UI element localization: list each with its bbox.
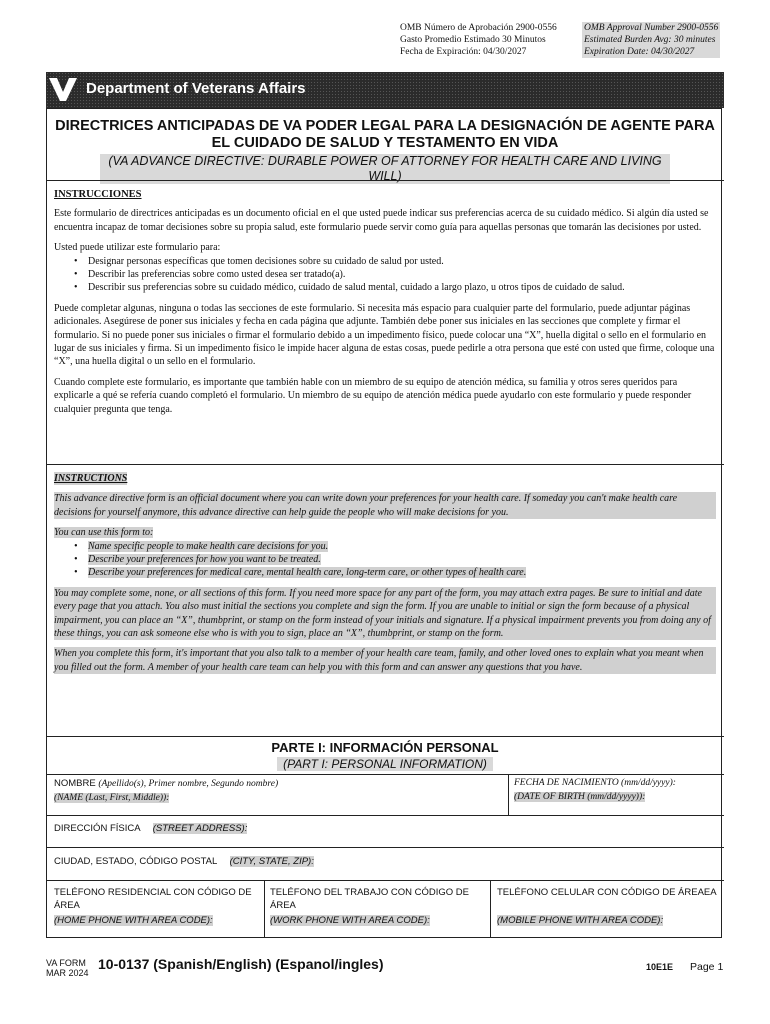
mobile-phone-field[interactable] xyxy=(497,886,721,927)
instructions-es-p1: Este formulario de directrices anticipadas es un documento oficial en el que usted puede indicar sus preferencias acerca de su cuidado médico. Si algún día usted se encuentra incapaz de tomar decisiones sobre su propia salud, este formulario puede servir como guía para aquellas personas que tomarán las decisiones por usted. xyxy=(54,208,709,233)
list-item: • Describir las preferencias sobre como usted desea ser tratado(a). xyxy=(88,268,716,281)
city-label-en: (CITY, STATE, ZIP): xyxy=(229,856,314,867)
form-code: 10E1E xyxy=(646,962,674,972)
instructions-en-list xyxy=(54,540,716,580)
form-id-label xyxy=(46,958,89,978)
address-label-es: DIRECCIÓN FÍSICA xyxy=(54,823,141,834)
divider xyxy=(46,880,724,881)
dob-field[interactable] xyxy=(514,777,719,804)
name-label-es: NOMBRE xyxy=(54,778,99,789)
city-state-zip-field[interactable] xyxy=(54,855,714,868)
omb-info-english xyxy=(582,22,720,58)
instructions-es-list xyxy=(54,255,716,295)
instructions-en-p3: You may complete some, none, or all sections of this form. If you need more space for any part of the form, you may attach extra pages. Be sure to initial and date every page that you attach. You also must initial the sections you complete and sign the form. If you are unable to initial or sign the form because of a physical impairment, you can place an “X”, thumbprint, or stamp on the form instead of your initials and signature. If a physical impairment prevents you from doing any of these things, you can ask someone else who is with you to sign, place an “X”, thumbprint, or stamp on the form. xyxy=(54,587,716,641)
divider xyxy=(46,774,724,775)
part1-title-es: PARTE I: INFORMACIÓN PERSONAL xyxy=(271,740,499,755)
divider xyxy=(46,736,724,737)
instructions-en-p1: This advance directive form is an official document where you can write down your preferences for your health care. If someday you can't make health care decisions for yourself anymore, this advance directive can help guide the people who will make decisions for you. xyxy=(54,492,716,519)
agency-header-bar xyxy=(46,72,724,108)
part1-heading xyxy=(46,740,724,773)
part1-title-en: (PART I: PERSONAL INFORMATION) xyxy=(277,757,493,771)
instructions-heading-en: INSTRUCTIONS xyxy=(54,473,128,484)
list-item: • Designar personas específicas que tomen decisiones sobre su cuidado de salud por usted. xyxy=(88,255,716,268)
home-phone-label-es: TELÉFONO RESIDENCIAL CON CÓDIGO DE ÁREA xyxy=(54,887,252,911)
form-title-spanish: DIRECTRICES ANTICIPADAS DE VA PODER LEGAL PARA LA DESIGNACIÓN DE AGENTE PARA EL CUIDADO DE SALUD Y TESTAMENTO EN VIDA xyxy=(55,118,715,151)
list-item: Describe your preferences for medical care, mental health care, long-term care, or other types of health care. xyxy=(88,567,527,579)
omb-number-en: OMB Approval Number 2900-0556 xyxy=(584,23,719,33)
omb-number-es: OMB Número de Aprobación 2900-0556 xyxy=(400,23,557,33)
va-form-label: VA FORM xyxy=(46,958,86,968)
instructions-english xyxy=(54,472,716,681)
instructions-en-p4: When you complete this form, it's important that you also talk to a member of your health care team, family, and other loved ones to explain what you meant when you filled out the form. A member of your health care team can help you with this form and can answer any questions that you have. xyxy=(54,647,716,674)
divider xyxy=(46,847,724,848)
form-number: 10-0137 (Spanish/English) (Espanol/ingles) xyxy=(98,956,384,972)
dob-label-es: FECHA DE NACIMIENTO (mm/dd/yyyy): xyxy=(514,778,676,788)
address-label-en: (STREET ADDRESS): xyxy=(152,823,248,834)
form-date-label: MAR 2024 xyxy=(46,968,89,978)
street-address-field[interactable] xyxy=(54,822,714,835)
list-item: • Describir sus preferencias sobre su cuidado médico, cuidado de salud mental, cuidado a largo plazo, u otros tipos de cuidado de salud. xyxy=(88,281,716,294)
list-item: Name specific people to make health care decisions for you. xyxy=(88,540,329,552)
work-phone-field[interactable] xyxy=(270,886,485,927)
name-label-es-detail: (Apellido(s), Primer nombre, Segundo nombre) xyxy=(98,779,279,789)
divider xyxy=(508,774,509,815)
work-phone-label-es: TELÉFONO DEL TRABAJO CON CÓDIGO DE ÁREA xyxy=(270,887,470,911)
instructions-es-p4: Cuando complete este formulario, es importante que también hable con un miembro de su equipo de atención médica, su familia y otros seres queridos para explicarle a qué se refería cuando completó el formulario. Un miembro de su equipo de atención médica puede ayudarlo con este formulario y puede responder cualquier pregunta que tenga. xyxy=(54,376,692,415)
instructions-spanish xyxy=(54,188,716,423)
name-label-en: (NAME (Last, First, Middle)): xyxy=(54,793,170,803)
home-phone-field[interactable] xyxy=(54,886,259,927)
divider xyxy=(46,464,724,465)
instructions-heading-es: INSTRUCCIONES xyxy=(54,189,142,200)
instructions-es-p2: Usted puede utilizar este formulario para: xyxy=(54,242,221,254)
work-phone-label-en: (WORK PHONE WITH AREA CODE): xyxy=(270,915,430,926)
list-item: Describe your preferences for how you want to be treated. xyxy=(88,554,321,566)
mobile-phone-label-en: (MOBILE PHONE WITH AREA CODE): xyxy=(497,915,664,926)
divider xyxy=(490,880,491,938)
omb-burden-en: Estimated Burden Avg: 30 minutes xyxy=(584,35,716,45)
divider xyxy=(46,180,724,181)
omb-expiration-es: Fecha de Expiración: 04/30/2027 xyxy=(400,47,527,57)
dob-label-en: (DATE OF BIRTH (mm/dd/yyyy)): xyxy=(514,792,646,802)
omb-burden-es: Gasto Promedio Estimado 30 Minutos xyxy=(400,35,546,45)
form-title-block xyxy=(46,108,724,184)
form-title-english: (VA ADVANCE DIRECTIVE: DURABLE POWER OF ATTORNEY FOR HEALTH CARE AND LIVING WILL) xyxy=(100,154,670,184)
omb-info-spanish xyxy=(400,22,557,58)
instructions-es-p3: Puede completar algunas, ninguna o todas las secciones de este formulario. Si necesita más espacio para cualquier parte del formulario, puede adjuntar páginas adicionales. Asegúrese de poner sus iniciales y fecha en cada página que adjunte. También debe poner sus iniciales en las secciones que complete y firmar el formulario. Si no puede poner sus iniciales o firmar el formulario debido a un impedimento físico, puede colocar una “X”, huella digital o sello en el formulario en lugar de sus iniciales y firma. Si un impedimento físico le impide hacer alguna de estas cosas, puede pedirle a otra persona que esté con usted que firme, coloque una “X”, una huella digital o un sello en el formulario. xyxy=(54,302,715,368)
divider xyxy=(46,815,724,816)
instructions-en-p2: You can use this form to: xyxy=(54,527,154,539)
va-seal-icon xyxy=(46,74,80,104)
city-label-es: CIUDAD, ESTADO, CÓDIGO POSTAL xyxy=(54,856,217,867)
agency-name: Department of Veterans Affairs xyxy=(86,80,306,97)
page-number: Page 1 xyxy=(690,961,724,973)
omb-expiration-en: Expiration Date: 04/30/2027 xyxy=(584,47,695,57)
mobile-phone-label-es: TELÉFONO CELULAR CON CÓDIGO DE ÁREAEA xyxy=(497,887,717,898)
name-field[interactable] xyxy=(54,777,504,805)
home-phone-label-en: (HOME PHONE WITH AREA CODE): xyxy=(54,915,213,926)
divider xyxy=(264,880,265,938)
